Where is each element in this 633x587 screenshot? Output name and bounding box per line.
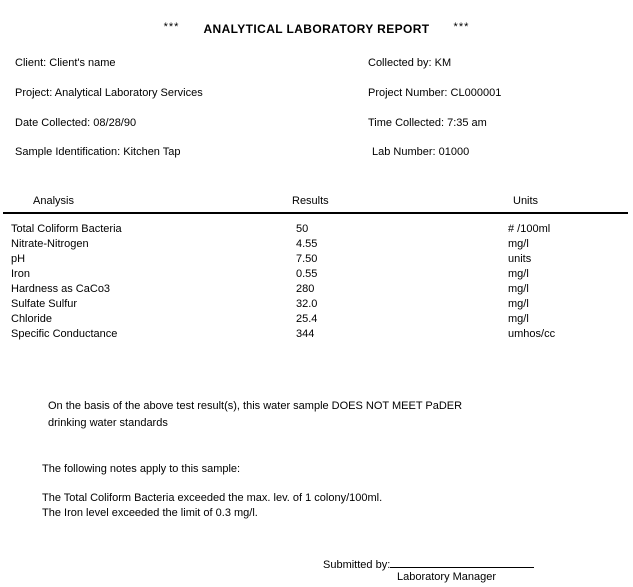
date-collected-line [15,117,136,129]
collected-by-label: Collected by: [368,57,432,69]
time-collected-label: Time Collected: [368,117,445,129]
units-cell: mg/l [508,268,529,280]
table-row [0,223,633,236]
result-cell: 0.55 [296,268,318,280]
units-cell: mg/l [508,283,529,295]
title-stars-left: *** [163,21,180,33]
header-divider-line [3,212,628,214]
signature-role: Laboratory Manager [397,571,497,583]
table-row [0,253,633,266]
units-cell: mg/l [508,298,529,310]
client-value: Client's name [49,57,116,69]
date-collected-label: Date Collected: [15,117,91,129]
table-row [0,298,633,311]
project-value: Analytical Laboratory Services [54,87,203,99]
result-cell: 280 [296,283,315,295]
lab-number-value: 01000 [438,146,470,158]
lab-number-line [372,146,469,158]
client-line [15,57,116,69]
submitted-by-line [323,555,534,572]
sample-id-line [15,146,181,158]
analysis-cell: pH [11,253,26,265]
units-cell: mg/l [508,313,529,325]
result-cell: 4.55 [296,238,318,250]
page-title: ANALYTICAL LABORATORY REPORT [203,22,430,36]
client-label: Client: [15,57,47,69]
project-number-label: Project Number: [368,87,448,99]
table-row [0,313,633,326]
time-collected-value: 7:35 am [447,117,487,129]
note-item: The Iron level exceeded the limit of 0.3 mg/l. [42,507,258,519]
analysis-cell: Specific Conductance [11,328,118,340]
note-item: The Total Coliform Bacteria exceeded the max. lev. of 1 colony/100ml. [42,492,383,504]
table-header-row [0,195,633,208]
signature-line [390,555,534,568]
column-header-results: Results [292,195,329,207]
project-number-value: CL000001 [450,87,502,99]
analysis-cell: Iron [11,268,30,280]
table-row [0,283,633,296]
collected-by-value: KM [434,57,452,69]
analysis-cell: Nitrate-Nitrogen [11,238,89,250]
title-stars-right: *** [453,21,470,33]
submitted-by-label: Submitted by: [323,559,391,571]
notes-intro: The following notes apply to this sample: [42,463,241,475]
sample-id-label: Sample Identification: [15,146,121,158]
table-row [0,268,633,281]
sample-id-value: Kitchen Tap [123,146,181,158]
lab-number-label: Lab Number: [372,146,436,158]
collected-by-line [368,57,451,69]
analysis-cell: Sulfate Sulfur [11,298,78,310]
time-collected-line [368,117,487,129]
project-label: Project: [15,87,53,99]
result-cell: 7.50 [296,253,318,265]
report-title-row [0,20,633,38]
conclusion-line-2: drinking water standards [48,417,168,429]
table-row [0,238,633,251]
column-header-analysis: Analysis [33,195,74,207]
units-cell: umhos/cc [508,328,556,340]
analysis-cell: Total Coliform Bacteria [11,223,122,235]
column-header-units: Units [513,195,539,207]
conclusion-line-1: On the basis of the above test result(s), this water sample DOES NOT MEET PaDER [48,400,463,412]
project-number-line [368,87,501,99]
analysis-cell: Hardness as CaCo3 [11,283,111,295]
table-row [0,328,633,341]
units-cell: mg/l [508,238,529,250]
result-cell: 50 [296,223,309,235]
result-cell: 344 [296,328,315,340]
result-cell: 25.4 [296,313,318,325]
units-cell: # /100ml [508,223,551,235]
analysis-cell: Chloride [11,313,52,325]
date-collected-value: 08/28/90 [93,117,137,129]
units-cell: units [508,253,532,265]
project-line [15,87,203,99]
result-cell: 32.0 [296,298,318,310]
